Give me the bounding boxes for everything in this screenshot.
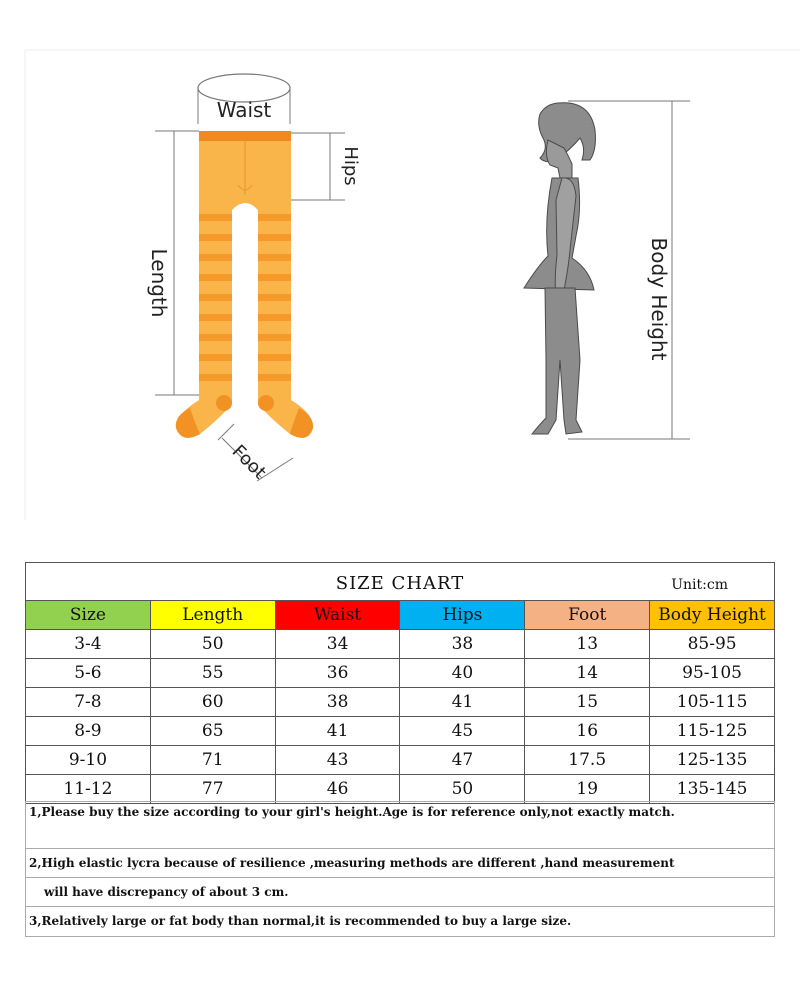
cell-length: 60 bbox=[150, 688, 275, 717]
cell-size: 9-10 bbox=[26, 746, 151, 775]
size-chart-title: SIZE CHART bbox=[335, 573, 465, 594]
cell-length: 65 bbox=[150, 717, 275, 746]
cell-size: 7-8 bbox=[26, 688, 151, 717]
cell-body-height: 95-105 bbox=[650, 659, 775, 688]
waistband bbox=[199, 131, 291, 141]
header-foot: Foot bbox=[525, 601, 650, 630]
length-label: Length bbox=[147, 248, 171, 318]
cell-size: 3-4 bbox=[26, 630, 151, 659]
cell-waist: 38 bbox=[275, 688, 400, 717]
cell-length: 77 bbox=[150, 775, 275, 804]
cell-hips: 40 bbox=[400, 659, 525, 688]
cell-waist: 41 bbox=[275, 717, 400, 746]
size-notes bbox=[25, 801, 775, 937]
header-hips: Hips bbox=[400, 601, 525, 630]
cell-hips: 38 bbox=[400, 630, 525, 659]
cell-hips: 45 bbox=[400, 717, 525, 746]
cell-body-height: 135-145 bbox=[650, 775, 775, 804]
table-row bbox=[26, 659, 775, 688]
cell-waist: 34 bbox=[275, 630, 400, 659]
foot-label: Foot bbox=[227, 440, 271, 484]
tights-stripes bbox=[199, 214, 291, 381]
cell-foot: 19 bbox=[525, 775, 650, 804]
cell-waist: 36 bbox=[275, 659, 400, 688]
unit-label: Unit:cm bbox=[671, 577, 728, 593]
note-2-continued: will have discrepancy of about 3 cm. bbox=[25, 878, 775, 907]
table-row bbox=[26, 630, 775, 659]
cell-foot: 17.5 bbox=[525, 746, 650, 775]
cell-foot: 13 bbox=[525, 630, 650, 659]
cell-length: 71 bbox=[150, 746, 275, 775]
table-row bbox=[26, 775, 775, 804]
cell-body-height: 125-135 bbox=[650, 746, 775, 775]
table-row bbox=[26, 746, 775, 775]
note-3: 3,Relatively large or fat body than normal,it is recommended to buy a large size. bbox=[25, 907, 775, 937]
cell-waist: 46 bbox=[275, 775, 400, 804]
cell-foot: 14 bbox=[525, 659, 650, 688]
cell-body-height: 115-125 bbox=[650, 717, 775, 746]
hips-label: Hips bbox=[340, 146, 361, 186]
table-header-row bbox=[26, 601, 775, 630]
header-body-height: Body Height bbox=[650, 601, 775, 630]
tights-diagram bbox=[147, 74, 361, 483]
size-table bbox=[25, 600, 775, 804]
cell-size: 5-6 bbox=[26, 659, 151, 688]
header-waist: Waist bbox=[275, 601, 400, 630]
cell-size: 11-12 bbox=[26, 775, 151, 804]
note-1: 1,Please buy the size according to your girl's height.Age is for reference only,not exactly match. bbox=[25, 801, 775, 849]
cell-hips: 50 bbox=[400, 775, 525, 804]
header-size: Size bbox=[26, 601, 151, 630]
cell-waist: 43 bbox=[275, 746, 400, 775]
cell-foot: 15 bbox=[525, 688, 650, 717]
waist-label: Waist bbox=[216, 98, 272, 122]
header-length: Length bbox=[150, 601, 275, 630]
body-height-label: Body Height bbox=[647, 237, 671, 361]
note-2: 2,High elastic lycra because of resilience ,measuring methods are different ,hand measurement bbox=[25, 849, 775, 878]
cell-hips: 41 bbox=[400, 688, 525, 717]
size-chart-title-row bbox=[25, 562, 775, 600]
cell-foot: 16 bbox=[525, 717, 650, 746]
table-row bbox=[26, 717, 775, 746]
cell-length: 50 bbox=[150, 630, 275, 659]
cell-length: 55 bbox=[150, 659, 275, 688]
cell-size: 8-9 bbox=[26, 717, 151, 746]
size-chart bbox=[25, 562, 775, 804]
table-row bbox=[26, 688, 775, 717]
cell-hips: 47 bbox=[400, 746, 525, 775]
girl-silhouette bbox=[524, 103, 595, 434]
cell-body-height: 105-115 bbox=[650, 688, 775, 717]
cell-body-height: 85-95 bbox=[650, 630, 775, 659]
